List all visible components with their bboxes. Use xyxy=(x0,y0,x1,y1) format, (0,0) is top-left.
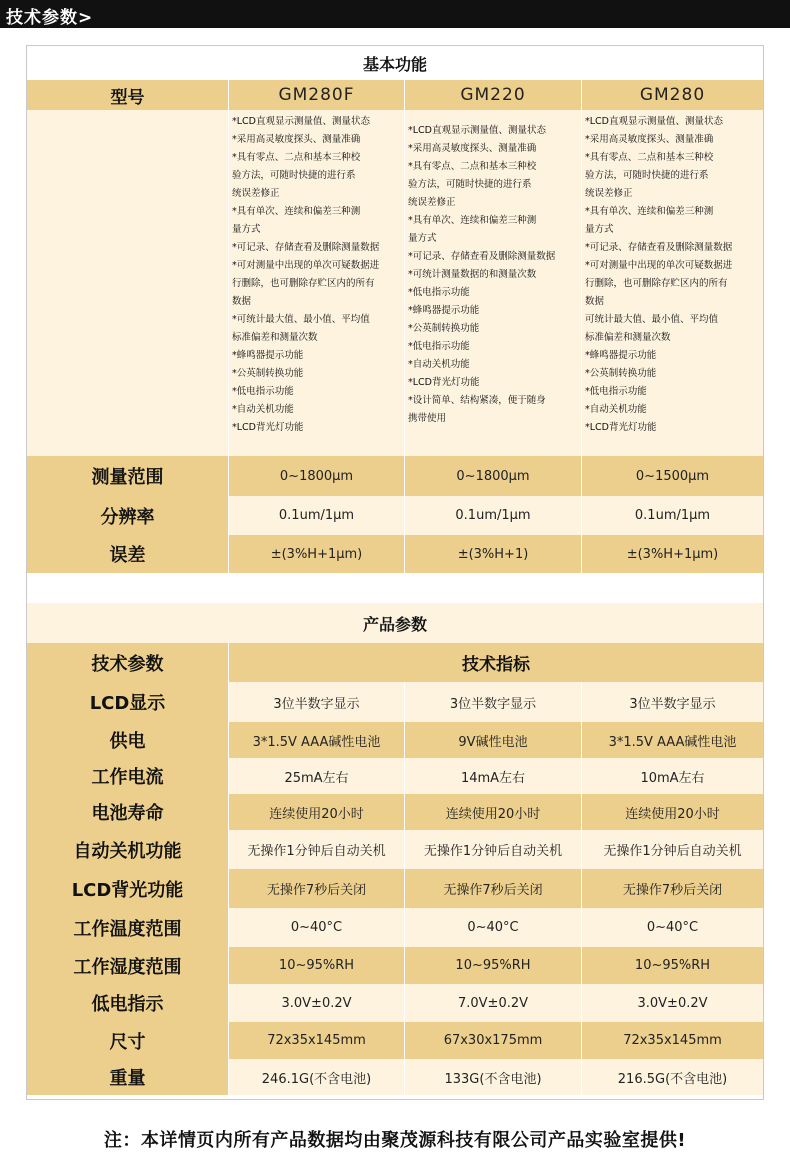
row-label: 分辨率 xyxy=(27,496,228,535)
feature-item: *具有单次、连续和偏差三种测 xyxy=(232,206,361,217)
feature-item: *可记录、存储查看及删除测量数据 xyxy=(585,242,733,253)
row-value: ±(3%H+1) xyxy=(404,535,581,573)
row-value: 0.1um/1µm xyxy=(581,496,763,535)
product-row xyxy=(27,869,763,908)
row-value: 9V碱性电池 xyxy=(404,722,581,758)
feature-item: *公英制转换功能 xyxy=(585,368,657,379)
feature-item: *自动关机功能 xyxy=(408,359,470,370)
row-value: 14mA左右 xyxy=(404,758,581,794)
spec-header: 技术指标 xyxy=(228,643,763,682)
features-label-blank xyxy=(27,110,228,456)
product-row xyxy=(27,1059,763,1095)
row-label: 重量 xyxy=(27,1059,228,1095)
feature-item: 验方法，可随时快捷的进行系 xyxy=(408,179,532,190)
spec-row-error xyxy=(27,535,763,573)
row-value: 无操作7秒后关闭 xyxy=(404,869,581,908)
feature-item: *可统计测量数据的和测量次数 xyxy=(408,269,537,280)
row-label: 工作电流 xyxy=(27,758,228,794)
feature-item: 统误差修正 xyxy=(408,197,456,208)
row-value: 3位半数字显示 xyxy=(581,682,763,722)
row-value: 246.1G(不含电池) xyxy=(228,1059,404,1095)
product-row xyxy=(27,908,763,947)
feature-item: *公英制转换功能 xyxy=(232,368,304,379)
row-value: 25mA左右 xyxy=(228,758,404,794)
row-label: 尺寸 xyxy=(27,1022,228,1059)
feature-item: *可记录、存储查看及删除测量数据 xyxy=(408,251,556,262)
product-row xyxy=(27,794,763,830)
model-gm280: GM280 xyxy=(581,80,763,110)
feature-item: *LCD背光灯功能 xyxy=(232,422,304,433)
row-value: 3*1.5V AAA碱性电池 xyxy=(581,722,763,758)
row-value: 133G(不含电池) xyxy=(404,1059,581,1095)
feature-item: 量方式 xyxy=(232,224,261,235)
param-header: 技术参数 xyxy=(27,643,228,682)
row-value: 10~95%RH xyxy=(581,947,763,984)
row-value: 3位半数字显示 xyxy=(228,682,404,722)
row-value: 连续使用20小时 xyxy=(581,794,763,830)
feature-item: *采用高灵敏度探头、测量准确 xyxy=(408,143,537,154)
product-row xyxy=(27,722,763,758)
feature-item: *具有单次、连续和偏差三种测 xyxy=(408,215,537,226)
row-value: 72x35x145mm xyxy=(581,1022,763,1059)
feature-item: 标准偏差和测量次数 xyxy=(232,332,318,343)
row-value: 67x30x175mm xyxy=(404,1022,581,1059)
row-value: 7.0V±0.2V xyxy=(404,984,581,1022)
feature-item: *设计简单、结构紧凑，便于随身 xyxy=(408,395,546,406)
row-value: 0~1500µm xyxy=(581,456,763,496)
feature-item: 标准偏差和测量次数 xyxy=(585,332,671,343)
feature-item: 量方式 xyxy=(408,233,437,244)
product-row xyxy=(27,984,763,1022)
row-value: 无操作7秒后关闭 xyxy=(228,869,404,908)
row-value: ±(3%H+1µm) xyxy=(581,535,763,573)
header-title: 技术参数> xyxy=(6,8,94,28)
feature-item: *LCD直观显示测量值、测量状态 xyxy=(408,125,546,136)
basic-section-title: 基本功能 xyxy=(362,54,427,74)
feature-item: *低电指示功能 xyxy=(408,341,470,352)
product-row xyxy=(27,758,763,794)
product-row xyxy=(27,1022,763,1059)
row-value: 0.1um/1µm xyxy=(228,496,404,535)
row-value: 无操作1分钟后自动关机 xyxy=(404,830,581,869)
model-gm220: GM220 xyxy=(404,80,581,110)
features-gm280 xyxy=(581,110,763,456)
feature-item: *LCD直观显示测量值、测量状态 xyxy=(585,116,723,127)
features-gm220 xyxy=(404,110,581,456)
product-section-title: 产品参数 xyxy=(27,603,763,643)
feature-item: *LCD背光灯功能 xyxy=(408,377,480,388)
feature-item: *蜂鸣器提示功能 xyxy=(408,305,480,316)
feature-item: *蜂鸣器提示功能 xyxy=(585,350,657,361)
feature-item: 验方法，可随时快捷的进行系 xyxy=(232,170,356,181)
feature-item: 数据 xyxy=(585,296,605,307)
row-value: 72x35x145mm xyxy=(228,1022,404,1059)
feature-item: 统误差修正 xyxy=(232,188,280,199)
row-value: 3位半数字显示 xyxy=(404,682,581,722)
feature-item: 统误差修正 xyxy=(585,188,633,199)
row-value: 无操作1分钟后自动关机 xyxy=(228,830,404,869)
product-header-row xyxy=(27,643,763,682)
row-label: 供电 xyxy=(27,722,228,758)
row-label: LCD显示 xyxy=(27,682,228,722)
model-header-row xyxy=(27,80,763,110)
row-value: 无操作1分钟后自动关机 xyxy=(581,830,763,869)
footer-note: 注：本详情页内所有产品数据均由聚茂源科技有限公司产品实验室提供! xyxy=(103,1130,687,1151)
row-value: 10~95%RH xyxy=(404,947,581,984)
features-gm280f xyxy=(228,110,404,456)
model-gm280f: GM280F xyxy=(228,80,404,110)
feature-item: *低电指示功能 xyxy=(408,287,470,298)
feature-item: *采用高灵敏度探头、测量准确 xyxy=(232,134,361,145)
row-label: 电池寿命 xyxy=(27,794,228,830)
feature-item: *具有零点、二点和基本三种校 xyxy=(408,161,537,172)
feature-item: *低电指示功能 xyxy=(585,386,647,397)
row-label: 自动关机功能 xyxy=(27,830,228,869)
row-label: 工作湿度范围 xyxy=(27,947,228,984)
spec-table xyxy=(26,45,764,1100)
product-row xyxy=(27,830,763,869)
feature-item: *采用高灵敏度探头、测量准确 xyxy=(585,134,714,145)
feature-item: *低电指示功能 xyxy=(232,386,294,397)
feature-item: *公英制转换功能 xyxy=(408,323,480,334)
feature-item: 行删除，也可删除存贮区内的所有 xyxy=(232,278,375,289)
feature-list xyxy=(582,113,763,437)
feature-item: *具有零点、二点和基本三种校 xyxy=(232,152,361,163)
feature-item: 数据 xyxy=(232,296,252,307)
header-bar xyxy=(0,0,790,28)
product-row xyxy=(27,682,763,722)
feature-item: *具有零点、二点和基本三种校 xyxy=(585,152,714,163)
row-value: 0~1800µm xyxy=(404,456,581,496)
row-label: LCD背光功能 xyxy=(27,869,228,908)
feature-item: *可统计最大值、最小值、平均值 xyxy=(232,314,370,325)
row-value: ±(3%H+1µm) xyxy=(228,535,404,573)
feature-item: 携带使用 xyxy=(408,413,447,424)
feature-item: 可统计最大值、最小值、平均值 xyxy=(585,314,719,325)
row-value: 0~40°C xyxy=(404,908,581,947)
feature-item: *可对测量中出现的单次可疑数据进 xyxy=(585,260,733,271)
row-value: 3.0V±0.2V xyxy=(581,984,763,1022)
row-value: 216.5G(不含电池) xyxy=(581,1059,763,1095)
feature-item: 验方法，可随时快捷的进行系 xyxy=(585,170,709,181)
features-row xyxy=(27,110,763,456)
feature-list xyxy=(405,122,581,428)
row-label: 工作温度范围 xyxy=(27,908,228,947)
feature-item: 量方式 xyxy=(585,224,614,235)
feature-item: 行删除，也可删除存贮区内的所有 xyxy=(585,278,728,289)
feature-list xyxy=(229,113,404,437)
feature-item: *LCD背光灯功能 xyxy=(585,422,657,433)
product-row xyxy=(27,947,763,984)
row-label: 误差 xyxy=(27,535,228,573)
row-value: 0~40°C xyxy=(581,908,763,947)
row-label: 低电指示 xyxy=(27,984,228,1022)
feature-item: *可对测量中出现的单次可疑数据进 xyxy=(232,260,380,271)
row-label: 测量范围 xyxy=(27,456,228,496)
row-value: 无操作7秒后关闭 xyxy=(581,869,763,908)
model-label: 型号 xyxy=(27,80,228,110)
feature-item: *具有单次、连续和偏差三种测 xyxy=(585,206,714,217)
row-value: 10mA左右 xyxy=(581,758,763,794)
feature-item: *蜂鸣器提示功能 xyxy=(232,350,304,361)
feature-item: *自动关机功能 xyxy=(232,404,294,415)
row-value: 连续使用20小时 xyxy=(404,794,581,830)
row-value: 0~1800µm xyxy=(228,456,404,496)
feature-item: *LCD直观显示测量值、测量状态 xyxy=(232,116,370,127)
row-value: 3*1.5V AAA碱性电池 xyxy=(228,722,404,758)
row-value: 0.1um/1µm xyxy=(404,496,581,535)
spec-row-range xyxy=(27,456,763,496)
feature-item: *可记录、存储查看及删除测量数据 xyxy=(232,242,380,253)
feature-item: *自动关机功能 xyxy=(585,404,647,415)
row-value: 0~40°C xyxy=(228,908,404,947)
row-value: 10~95%RH xyxy=(228,947,404,984)
spec-row-resolution xyxy=(27,496,763,535)
row-value: 3.0V±0.2V xyxy=(228,984,404,1022)
row-value: 连续使用20小时 xyxy=(228,794,404,830)
